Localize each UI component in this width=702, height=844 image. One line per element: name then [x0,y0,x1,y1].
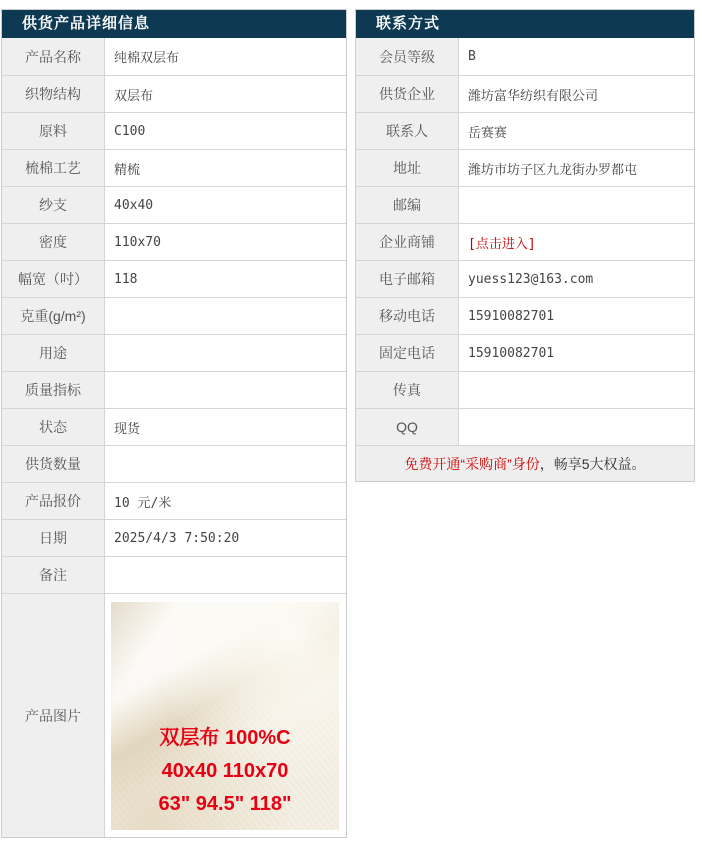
table-row [356,297,694,334]
row-label-yarn-count: 纱支 [2,187,105,223]
row-label-fabric-structure: 织物结构 [2,76,105,112]
row-value-contact-person: 岳赛赛 [468,125,508,141]
photo-overlay-line3: 63" 94.5" 118" [158,793,292,815]
row-label-date: 日期 [2,520,105,556]
row-label-width-inch: 幅宽（吋） [2,261,105,297]
row-value-date: 2025/4/3 7:50:20 [114,530,240,546]
row-label-company-shop: 企业商铺 [356,224,459,260]
row-value-weight-gsm [105,298,346,334]
photo-overlay-text [111,722,339,821]
table-row [356,223,694,260]
row-value-density: 110x70 [114,234,161,250]
row-label-product-name: 产品名称 [2,38,105,75]
table-row [2,186,346,223]
row-label-supply-quantity: 供货数量 [2,446,105,482]
row-value-fabric-structure: 双层布 [114,88,154,104]
table-row [356,112,694,149]
table-row [356,408,694,445]
company-shop-enter-link[interactable]: [点击进入] [468,236,536,252]
table-row [356,149,694,186]
row-label-combing-process: 梳棉工艺 [2,150,105,186]
product-details-title: 供货产品详细信息 [2,10,346,38]
row-label-fax: 传真 [356,372,459,408]
table-row [2,519,346,556]
row-value-supplier-company: 潍坊富华纺织有限公司 [468,88,599,104]
table-row [356,186,694,223]
table-row [2,38,346,75]
table-row [356,38,694,75]
row-value-product-image [105,594,346,837]
table-row [2,408,346,445]
row-label-status: 状态 [2,409,105,445]
row-label-quality-index: 质量指标 [2,372,105,408]
table-row [2,334,346,371]
row-label-qq: QQ [356,409,459,445]
row-label-supplier-company: 供货企业 [356,76,459,112]
row-label-member-level: 会员等级 [356,38,459,75]
row-value-yarn-count: 40x40 [114,197,154,213]
row-value-remarks [105,557,346,593]
row-label-usage: 用途 [2,335,105,371]
row-value-address: 潍坊市坊子区九龙街办罗都屯 [468,162,638,178]
table-row [356,260,694,297]
row-value-qq [459,409,694,445]
row-label-quoted-price: 产品报价 [2,483,105,519]
table-row [2,75,346,112]
row-label-email: 电子邮箱 [356,261,459,297]
photo-overlay-line2: 40x40 110x70 [161,760,289,782]
buyer-signup-notice [356,445,694,481]
table-row [2,371,346,408]
row-label-remarks: 备注 [2,557,105,593]
row-value-raw-material: C100 [114,123,146,139]
row-value-fax [459,372,694,408]
table-row [356,334,694,371]
row-value-usage [105,335,346,371]
row-label-postcode: 邮编 [356,187,459,223]
photo-overlay-line1: 双层布 100%C [159,727,291,749]
row-label-contact-person: 联系人 [356,113,459,149]
row-value-email: yuess123@163.com [468,271,594,287]
table-row [356,75,694,112]
row-value-quality-index [105,372,346,408]
table-row [2,556,346,593]
row-value-product-name: 纯棉双层布 [114,51,180,66]
product-photo[interactable] [111,602,339,830]
buyer-signup-notice-link[interactable]: 免费开通“采购商”身份 [404,455,540,472]
row-label-density: 密度 [2,224,105,260]
row-label-fixed-phone: 固定电话 [356,335,459,371]
table-row [2,445,346,482]
table-row [2,482,346,519]
table-row [2,149,346,186]
row-label-weight-gsm: 克重(g/m²) [2,298,105,334]
table-row-product-image [2,593,346,837]
row-value-member-level: B [468,49,476,64]
row-value-mobile-phone: 15910082701 [468,308,555,324]
table-row [2,223,346,260]
row-value-fixed-phone: 15910082701 [468,345,555,361]
contact-info-panel [355,9,695,482]
buyer-signup-notice-rest: ，畅享5大权益。 [539,455,646,472]
table-row [2,260,346,297]
row-value-width-inch: 118 [114,271,138,287]
row-label-mobile-phone: 移动电话 [356,298,459,334]
row-value-postcode [459,187,694,223]
table-row [2,297,346,334]
table-row [356,371,694,408]
row-value-status: 现货 [114,421,141,437]
table-row [2,112,346,149]
row-label-address: 地址 [356,150,459,186]
row-label-product-image: 产品图片 [2,594,105,837]
row-label-raw-material: 原料 [2,113,105,149]
product-details-panel [1,9,347,838]
row-value-combing-process: 精梳 [114,162,141,178]
row-value-supply-quantity [105,446,346,482]
contact-info-title: 联系方式 [356,10,694,38]
row-value-quoted-price: 10 元/米 [114,495,172,511]
